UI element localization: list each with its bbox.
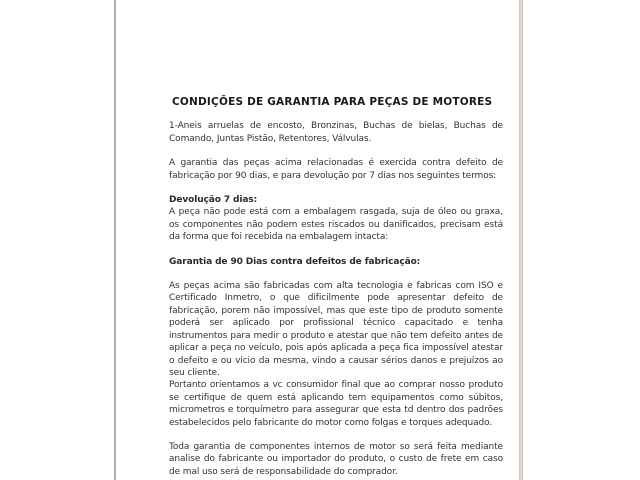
section-garantia-paragraph-1: As peças acima são fabricadas com alta tecnologia e fabricas com ISO e Certificado Inmetro, o que dificilmente pode apresentar defeito de fabricação, porem não impossível, mas que este tipo de produto somente poderá ser aplicado por profissional técnico capacitado e tenha instrumentos para medir o produto e atestar que não tem defeito antes de aplicar a peça no veículo, pois após aplicada a peça fica impossível atestar o defeito e ou vicio da mesma, vindo a causar sérios danos e prejuízos ao seu cliente. [169, 281, 503, 378]
closing-paragraph: Toda garantia de componentes internos de motor so será feita mediante analise do fabricante ou importador do produto, o custo de frete em caso de mal uso será de responsabilidade do comprador. [169, 441, 503, 477]
section-devolucao-paragraph: A peça não pode está com a embalagem rasgada, suja de óleo ou graxa, os componentes não podem estes riscados ou danificados, precisam está da forma que foi recebida na embalagem intacta: [169, 207, 503, 243]
page-left-edge-line [114, 0, 116, 480]
document-title: CONDIÇÕES DE GARANTIA PARA PEÇAS DE MOTORES [172, 96, 493, 108]
intro-parts-paragraph: 1-Aneis arruelas de encosto, Bronzinas, Buchas de bielas, Buchas de Comando, Juntas Pistão, Retentores, Válvulas. [169, 121, 503, 144]
section-devolucao-7-dias [169, 194, 503, 244]
section-garantia-paragraph-2: Portanto orientamos a vc consumidor final que ao comprar nosso produto se certifique de quem está aplicando tem equipamentos como súbitos, micrometros e torquímetro para assegurar que esta td dentro dos padrões estabelecidos pelo fabricante do motor como folgas e torques adequado. [169, 380, 503, 428]
section-heading-devolucao: Devolução 7 dias: [169, 195, 258, 206]
section-garantia-90-dias [169, 256, 503, 429]
intro-terms-paragraph: A garantia das peças acima relacionadas é exercida contra defeito de fabricação por 90 dias, e para devolução por 7 dias nos seguintes termos: [169, 158, 503, 181]
page-right-edge-line [519, 0, 523, 480]
document-body [169, 96, 503, 480]
section-heading-garantia-90: Garantia de 90 Dias contra defeitos de fabricação: [169, 256, 421, 267]
